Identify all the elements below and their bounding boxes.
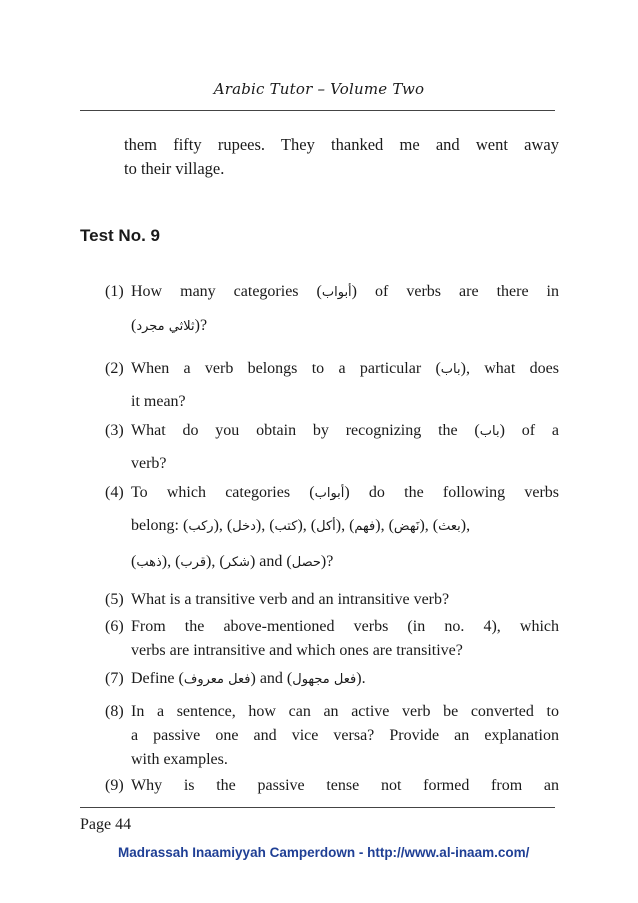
question-text: it mean? (131, 393, 186, 410)
question-text: )? (194, 317, 208, 334)
question-text: a passive one and vice versa? Provide an explanation (131, 727, 559, 744)
arabic-term: قرب (180, 555, 207, 570)
question-text: ) of verbs are there in (351, 283, 559, 300)
header-divider (80, 110, 555, 111)
intro-line: them fifty rupees. They thanked me and went away (124, 135, 559, 154)
arabic-term: أكل (316, 519, 336, 534)
arabic-term: ثلاثي مجرد (136, 319, 195, 334)
question-text: ), ( (375, 517, 394, 534)
question-text: ), ( (206, 553, 225, 570)
arabic-term: فعل معروف (183, 672, 251, 687)
question-number: (1) (105, 283, 124, 300)
question-text: ) do the following verbs (344, 484, 560, 501)
question-number: (6) (105, 618, 124, 635)
question-number: (8) (105, 703, 124, 720)
question-number: (2) (105, 360, 124, 377)
question-line (131, 751, 559, 769)
question-text: verb? (131, 455, 167, 472)
question-text: In a sentence, how can an active verb be converted to (131, 703, 559, 720)
running-header: Arabic Tutor – Volume Two (213, 80, 425, 98)
arabic-term: أبواب (314, 486, 345, 501)
question-text: What is a transitive verb and an intransitive verb? (131, 591, 450, 608)
question-line (131, 777, 559, 795)
question-line (131, 553, 559, 571)
question-text: To which categories ( (131, 484, 315, 501)
question-line (131, 517, 559, 535)
question-text: ) and ( (250, 670, 293, 687)
question-text: ), ( (335, 517, 355, 534)
question-text: ), ( (213, 517, 233, 534)
question-text: How many categories ( (131, 283, 322, 300)
question-text: ), (460, 517, 471, 534)
question-text: ) of a (499, 422, 559, 439)
question-text: When a verb belongs to a particular ( (131, 360, 441, 377)
question-text: belong: ( (131, 517, 189, 534)
question-number: (5) (105, 591, 124, 608)
arabic-term: حصل (291, 555, 321, 570)
question-line (131, 422, 559, 440)
test-heading: Test No. 9 (80, 226, 160, 245)
arabic-term: بعث (438, 519, 461, 534)
arabic-term: ركب (188, 519, 214, 534)
question-line (131, 317, 559, 335)
intro-paragraph (124, 133, 559, 181)
question-text: ), ( (255, 517, 275, 534)
arabic-term: نَهض (393, 519, 420, 534)
arabic-term: فهم (354, 519, 376, 534)
question-text: ). (356, 670, 366, 687)
question-text: ), ( (419, 517, 439, 534)
question-line (131, 455, 559, 473)
arabic-term: كتب (274, 519, 298, 534)
arabic-term: فعل مجهول (292, 672, 357, 687)
question-line (131, 670, 559, 688)
arabic-term: دخل (232, 519, 256, 534)
question-line (131, 283, 559, 301)
page-number: Page 44 (80, 816, 132, 833)
question-number: (3) (105, 422, 124, 439)
question-text: with examples. (131, 751, 228, 768)
question-line (131, 642, 559, 660)
question-line (131, 393, 559, 411)
question-text: Why is the passive tense not formed from an (131, 777, 559, 794)
intro-line: to their village. (124, 159, 225, 178)
question-line (131, 727, 559, 745)
arabic-term: شكر (224, 555, 250, 570)
question-text: ( (131, 317, 137, 334)
question-line (131, 360, 559, 378)
question-text: ), ( (161, 553, 181, 570)
question-number: (4) (105, 484, 124, 501)
question-line (131, 618, 559, 636)
footer-divider (80, 807, 555, 808)
question-text: Define ( (131, 670, 184, 687)
arabic-term: باب (479, 424, 500, 439)
arabic-term: باب (440, 362, 461, 377)
question-line (131, 484, 559, 502)
question-text: What do you obtain by recognizing the ( (131, 422, 480, 439)
arabic-term: ذهب (136, 555, 162, 570)
question-text: From the above-mentioned verbs (in no. 4), which (131, 618, 559, 635)
question-text: )? (320, 553, 334, 570)
question-text: verbs are intransitive and which ones are transitive? (131, 642, 463, 659)
question-text: ), what does (460, 360, 559, 377)
question-text: ) and ( (249, 553, 292, 570)
question-number: (9) (105, 777, 124, 794)
question-text: ( (131, 553, 137, 570)
question-line (131, 703, 559, 721)
question-number: (7) (105, 670, 124, 687)
arabic-term: أبواب (321, 285, 352, 300)
footer-website[interactable]: Madrassah Inaamiyyah Camperdown - http://www.al-inaam.com/ (118, 845, 530, 860)
question-line (131, 591, 559, 609)
question-text: ), ( (297, 517, 317, 534)
